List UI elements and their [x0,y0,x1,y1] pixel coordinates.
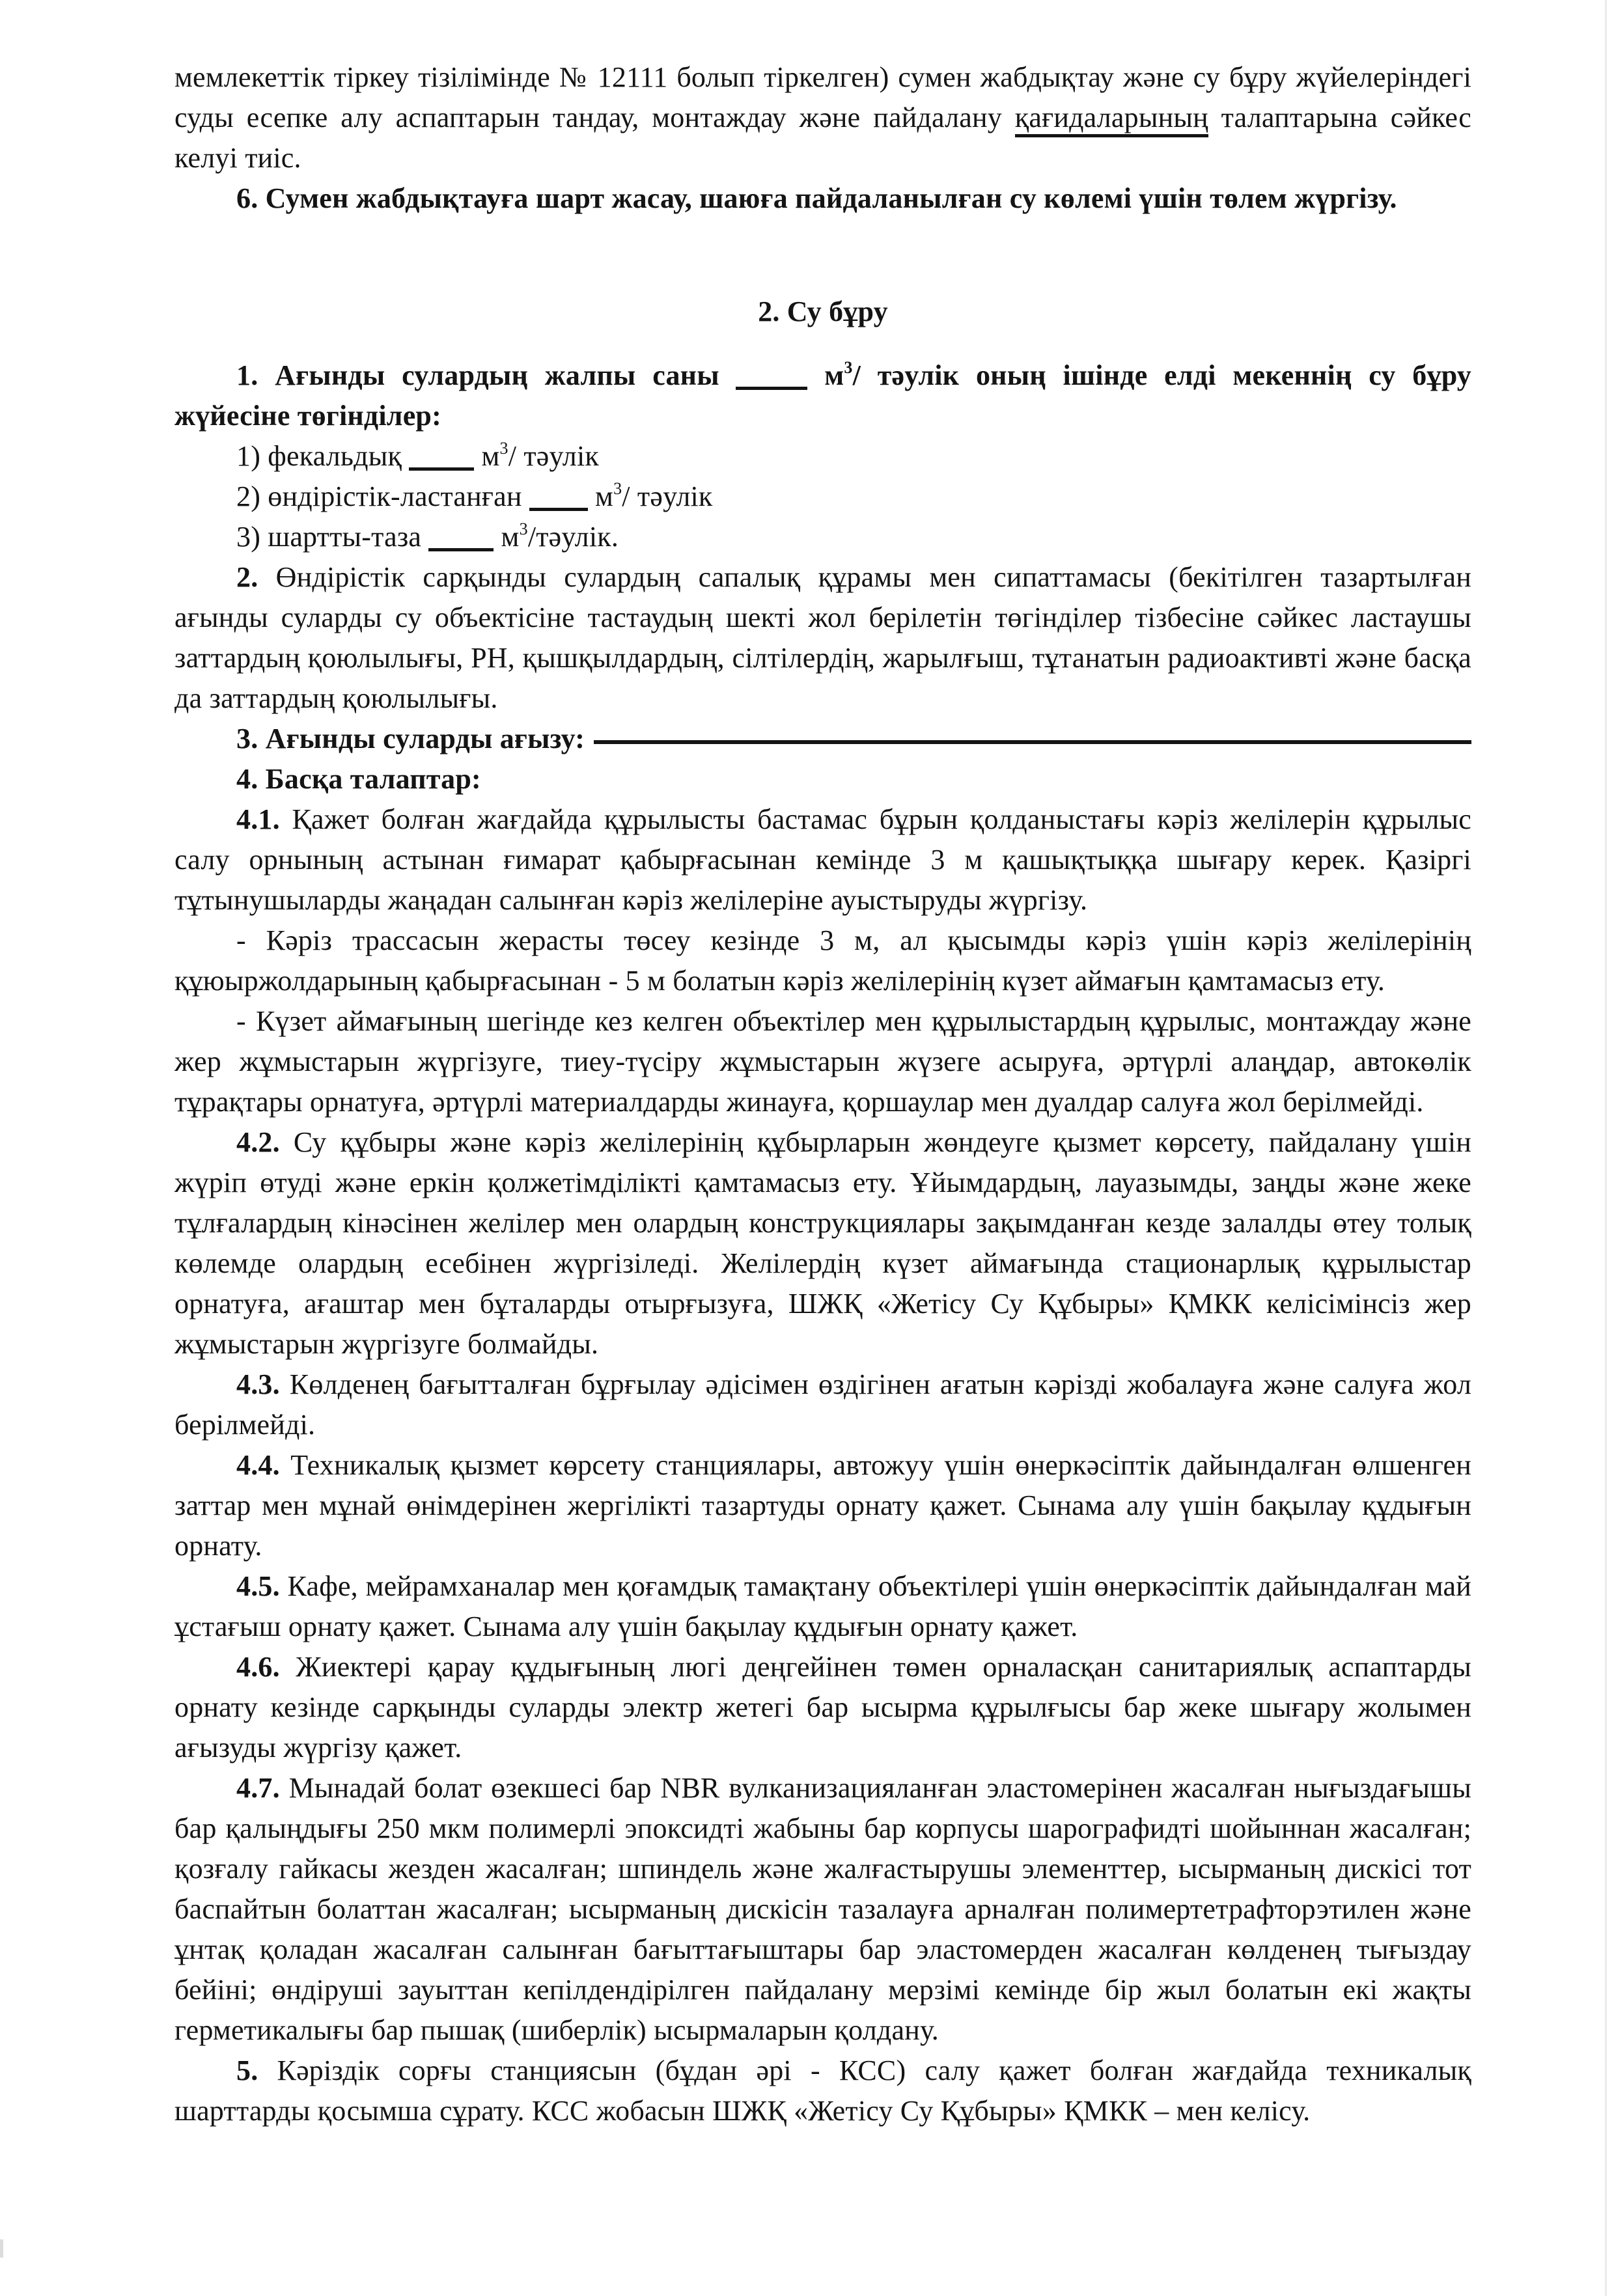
list-item-3 [174,517,1471,557]
text-run: м [807,359,844,391]
text-run: 6. Сумен жабдықтауға шарт жасау, шаюға пайдаланылған су көлемі үшін төлем жүргізу. [236,182,1397,214]
text-run: Көлденең бағытталған бұрғылау әдісімен өздігінен ағатын кәрізді жобалауға және салуға жол берілмейді. [174,1368,1471,1441]
text-run: 4.7. [236,1772,289,1804]
clause-4-1-paragraph [174,799,1471,920]
section-heading [174,292,1471,332]
text-run: Кафе, мейрамханалар мен қоғамдық тамақтану объектілері үшін өнеркәсіптік дайындалған май ұстағыш орнату қажет. Сынама алу үшін бақылау құдығын орнату қажет. [174,1570,1471,1642]
scan-artifact-right-edge [1605,0,1607,2296]
blank-underline [409,448,474,471]
text-run: 2. Су бұру [758,296,888,327]
list-item-1 [174,436,1471,477]
text-run: / тәулік оның ішінде елді мекеннің су бұру жүйесіне төгінділер: [174,359,1471,432]
superscript: 3 [499,439,508,458]
clause-5-paragraph [174,2051,1471,2131]
text-run: 2) өндірістік-ластанған [236,480,529,512]
text-run: 2. [236,561,276,593]
list-item-2 [174,477,1471,517]
text-run: / тәулік [622,480,713,512]
clause-4-5-paragraph [174,1566,1471,1647]
text-run: / тәулік [508,440,599,472]
text-run: /тәулік. [527,521,619,553]
scan-artifact-left-speck [0,2239,3,2258]
blank-underline [529,488,588,511]
text-run: м [474,440,500,472]
text-run: - Күзет аймағының шегінде кез келген объектілер мен құрылыстардың құрылыс, монтаждау және жер жұмыстарын жүргізуге, тиеу-түсіру жұмыстарын жүзеге асыруға, әртүрлі алаңдар, автокөлік тұрақтары орнатуға, әртүрлі материалдарды жинауға, қоршаулар мен дуалдар салуға жол берілмейді. [174,1005,1471,1118]
clause-4-1-dash-1 [174,920,1471,1001]
text-run: талаптарына сәйкес келуі тиіс. [174,102,1471,174]
text-run: Жиектері қарау құдығының люгі деңгейінен төмен орналасқан санитариялық аспаптарды орнату кезінде сарқынды суларды электр жетегі бар ысырма құрылғысы бар жеке шығару жолымен ағызуды жүргізу қажет. [174,1651,1471,1763]
text-run: 4.2. [236,1126,294,1158]
clause-2-paragraph [174,557,1471,719]
text-run: 4.4. [236,1449,291,1481]
text-run: Кәріздік сорғы станциясын (бұдан әрі - КСС) салу қажет болған жағдайда техникалық шарттарды қосымша сұрату. КСС жобасын ШЖҚ «Жетісу Су Құбыры» ҚМКК – мен келісу. [174,2054,1471,2127]
clause-1-paragraph [174,355,1471,436]
text-run: 4.1. [236,803,292,835]
superscript: 3 [519,519,528,538]
text-run: қағидаларының [1015,102,1208,137]
superscript: 3 [844,358,853,377]
text-run: Өндірістік сарқынды сулардың сапалық құрамы мен сипаттамасы (бекітілген тазартылған ағынды суларды су объектісіне тастаудың шекті жол берілетін төгінділер тізбесіне сәйкес ластаушы заттардың қоюлылығы, РН, қышқылдардың, сілтілердің, жарылғыш, тұтанатын радиоактивті және басқа да заттардың қоюлылығы. [174,561,1471,714]
clause-4-7-paragraph [174,1768,1471,2051]
text-run: 1. Ағынды сулардың жалпы саны [236,359,736,391]
text-run: 1) фекальдық [236,440,410,472]
text-run: 4.3. [236,1368,290,1400]
clause-4-3-paragraph [174,1364,1471,1445]
text-run: 3) шартты-таза [236,521,429,553]
text-run: Техникалық қызмет көрсету станциялары, автожуу үшін өнеркәсіптік дайындалған өлшенген заттар мен мұнай өнімдерінен жергілікті тазартуды орнату қажет. Сынама алу үшін бақылау құдығын орнату. [174,1449,1472,1562]
text-run: 4.5. [236,1570,288,1602]
clause-4-6-paragraph [174,1647,1471,1768]
blank-underline [594,740,1471,744]
text-run: 4. Басқа талаптар: [236,763,481,795]
continuation-paragraph [174,57,1471,178]
blank-underline [736,367,807,390]
clause-4-4-paragraph [174,1445,1471,1566]
blank-underline [428,529,494,551]
clause-3-paragraph [174,719,1471,759]
text-run: 4.6. [236,1651,296,1683]
text-run: Мынадай болат өзекшесі бар NBR вулканизацияланған эластомерінен жасалған нығыздағышы бар қалыңдығы 250 мкм полимерлі эпоксидті жабыны бар корпусы шарографидті шойыннан жасалған; қозғалу гайкасы жезден жасалған; шпиндель және жалғастырушы элементтер, ысырманың дискісі тот баспайтын болаттан жасалған; ысырманың дискісін тазалауға арналған полимертетрафторэтилен және ұнтақ қоладан жасалған салынған бағыттағыштары бар эластомерден жасалған көлденең тығыздау бейіні; өндіруші зауыттан кепілдендірілген пайдалану мерзімі кемінде бір жыл болатын екі жақты герметикалығы бар пышақ (шиберлік) ысырмаларын қолдану. [174,1772,1472,2046]
text-run: Су құбыры және кәріз желілерінің құбырларын жөндеуге қызмет көрсету, пайдалану үшін жүріп өтуді және еркін қолжетімділікті қамтамасыз ету. Ұйымдардың, лауазымды, заңды және жеке тұлғалардың кінәсінен желілер мен олардың конструкциялары зақымданған кезде залалды өтеу толық көлемде олардың есебінен жүргізіледі. Желілердің күзет аймағында стационарлық құрылыстар орнатуға, ағаштар мен бұталарды отырғызуға, ШЖҚ «Жетісу Су Құбыры» ҚМКК келісімінсіз жер жұмыстарын жүргізуге болмайды. [174,1126,1471,1360]
superscript: 3 [613,479,622,498]
clause-6-paragraph [174,178,1471,219]
text-run: м [587,480,614,512]
text-run: мемлекеттік тіркеу тізілімінде № 12111 болып тіркелген) сумен жабдықтау және су бұру жүйелеріндегі суды есепке алу аспаптарын тандау, монтаждау және пайдалану [174,61,1471,133]
clause-4-1-dash-2 [174,1001,1471,1122]
document-content [174,57,1471,2131]
text-run: м [494,521,520,553]
text-run: 3. Ағынды суларды ағызу: [236,723,585,754]
clause-4-paragraph [174,759,1471,799]
clause-4-2-paragraph [174,1122,1471,1364]
text-run: 5. [236,2054,277,2086]
text-run: Қажет болған жағдайда құрылысты бастамас бұрын қолданыстағы кәріз желілерін құрылыс салу орнының астынан ғимарат қабырғасынан кемінде 3 м қашықтыққа шығару керек. Қазіргі тұтынушыларды жаңадан салынған кәріз желілеріне ауыстыруды жүргізу. [174,803,1472,916]
text-run: - Кәріз трассасын жерасты төсеу кезінде 3 м, ал қысымды кәріз үшін кәріз желілерінің құюыржолдарының қабырғасынан - 5 м болатын кәріз желілерінің күзет аймағын қамтамасыз ету. [174,924,1471,997]
